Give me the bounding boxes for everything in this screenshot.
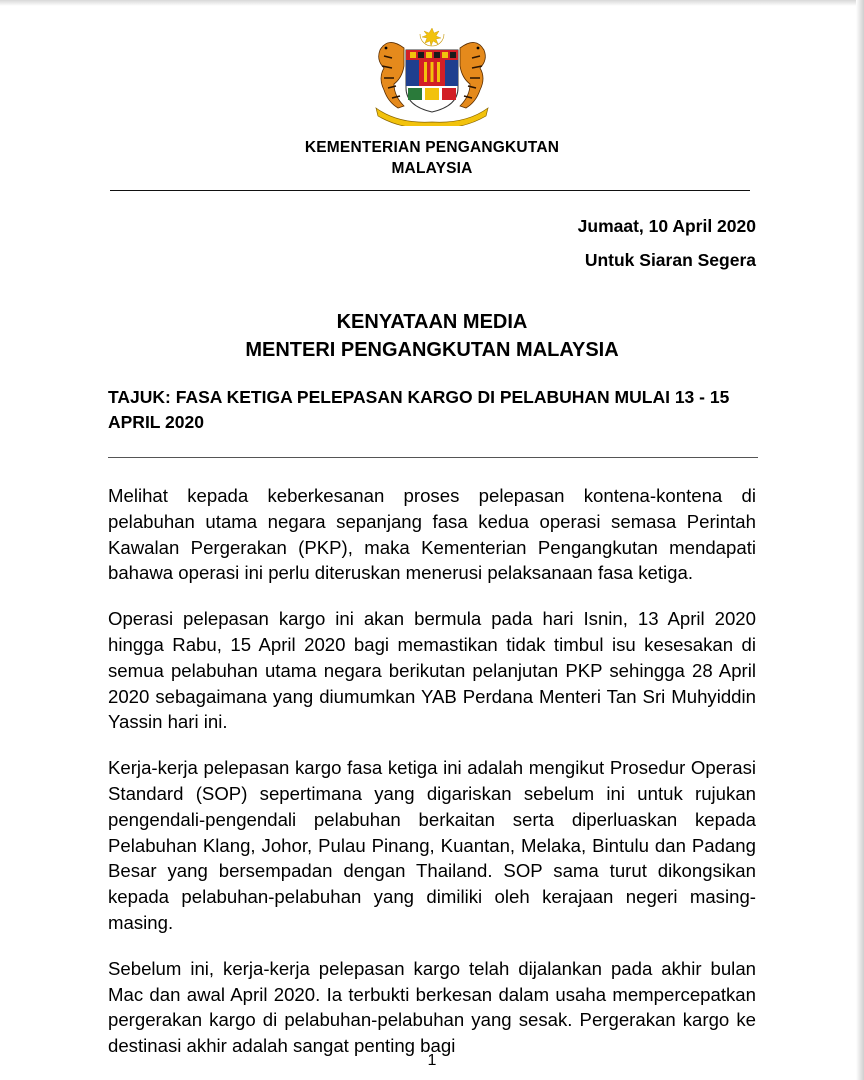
statement-title-line2: MENTERI PENGANGKUTAN MALAYSIA bbox=[245, 339, 619, 361]
statement-body bbox=[108, 483, 756, 1059]
statement-subject: TAJUK: FASA KETIGA PELEPASAN KARGO DI PELABUHAN MULAI 13 - 15 APRIL 2020 bbox=[108, 387, 730, 432]
subject-divider bbox=[108, 457, 758, 458]
ministry-name-line2: MALAYSIA bbox=[391, 160, 473, 177]
body-paragraph: Melihat kepada keberkesanan proses pelepasan kontena-kontena di pelabuhan utama negara sepanjang fasa kedua operasi semasa Perintah Kawalan Pergerakan (PKP), maka Kementerian Pengangkutan mendapati bahawa operasi ini perlu diteruskan menerusi pelaksanaan fasa ketiga. bbox=[108, 485, 756, 584]
body-paragraph: Operasi pelepasan kargo ini akan bermula pada hari Isnin, 13 April 2020 hingga Rabu, 15 April 2020 bagi memastikan tidak timbul isu kesesakan di semua pelabuhan utama negara berikutan pelanjutan PKP sehingga 28 April 2020 sebagaimana yang diumumkan YAB Perdana Menteri Tan Sri Muhyiddin Yassin hari ini. bbox=[108, 608, 756, 733]
coat-of-arms-logo bbox=[358, 26, 506, 126]
ministry-name-line1: KEMENTERIAN PENGANGKUTAN bbox=[304, 139, 560, 156]
page-top-edge bbox=[0, 0, 864, 6]
page-number: 1 bbox=[427, 1052, 437, 1069]
statement-title-line1: KENYATAAN MEDIA bbox=[336, 311, 528, 333]
body-paragraph: Sebelum ini, kerja-kerja pelepasan kargo telah dijalankan pada akhir bulan Mac dan awal April 2020. Ia terbukti berkesan dalam usaha mempercepatkan pergerakan kargo di pelabuhan-pelabuhan yang sesak. Pergerakan kargo ke destinasi akhir adalah sangat penting bagi bbox=[108, 957, 756, 1057]
body-paragraph: Kerja-kerja pelepasan kargo fasa ketiga ini adalah mengikut Prosedur Operasi Standard (SOP) sepertimana yang digariskan sebelum ini untuk rujukan pengendali-pengendali pelabuhan berkaitan serta diperluaskan kepada Pelabuhan Klang, Johor, Pulau Pinang, Kuantan, Melaka, Bintulu dan Padang Besar yang bersempadan dengan Thailand. SOP sama turut dikongsikan kepada pelabuhan-pelabuhan yang dimiliki oleh kerajaan negeri masing-masing. bbox=[108, 757, 756, 933]
ministry-name bbox=[0, 137, 864, 179]
release-date: Jumaat, 10 April 2020 bbox=[577, 216, 756, 236]
header-divider bbox=[110, 190, 750, 191]
release-status: Untuk Siaran Segera bbox=[584, 250, 756, 270]
statement-title bbox=[0, 308, 864, 364]
